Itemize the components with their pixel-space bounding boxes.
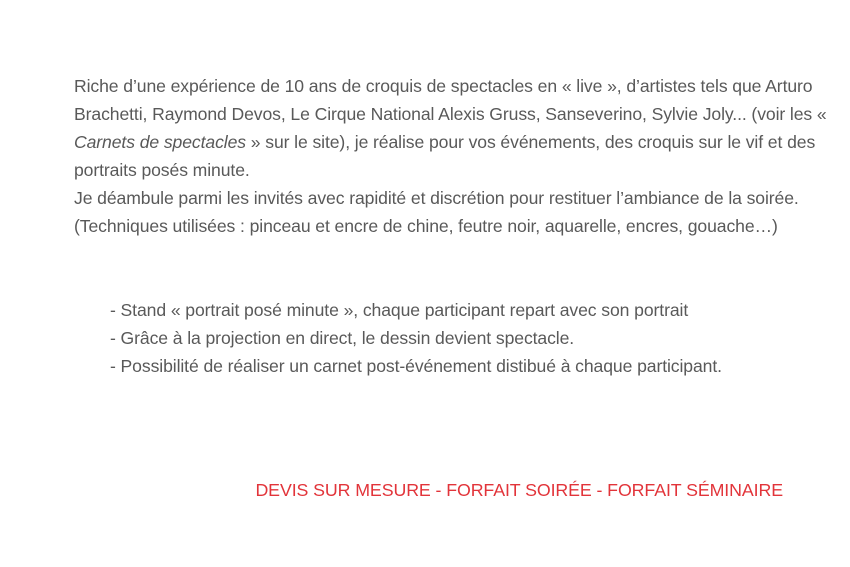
intro-paragraph-1 [74,72,834,184]
offers-list [110,296,830,380]
pricing-tagline: DEVIS SUR MESURE - FORFAIT SOIRÉE - FORFAIT SÉMINAIRE [255,480,783,500]
intro-paragraph-1-start: Riche d’une expérience de 10 ans de croquis de spectacles en « live », d’artistes tels que Arturo Brachetti, Raymond Devos, Le Cirque National Alexis Gruss, Sanseverino, Sylvie Joly... (voir les « [74,76,827,124]
offer-item-projection: - Grâce à la projection en direct, le dessin devient spectacle. [110,328,575,348]
carnets-de-spectacles-title: Carnets de spectacles [74,132,246,152]
intro-text [74,72,834,240]
intro-paragraph-2: Je déambule parmi les invités avec rapidité et discrétion pour restituer l’ambiance de la soirée. (Techniques utilisées : pinceau et encre de chine, feutre noir, aquarelle, encres, gouache…) [74,188,799,236]
intro-paragraph-1-end: » sur le site), je réalise pour vos événements, des croquis sur le vif et des portraits posés minute. [74,132,816,180]
offer-item-carnet: - Possibilité de réaliser un carnet post-événement distibué à chaque participant. [110,356,722,376]
offer-item-stand: - Stand « portrait posé minute », chaque participant repart avec son portrait [110,300,689,320]
